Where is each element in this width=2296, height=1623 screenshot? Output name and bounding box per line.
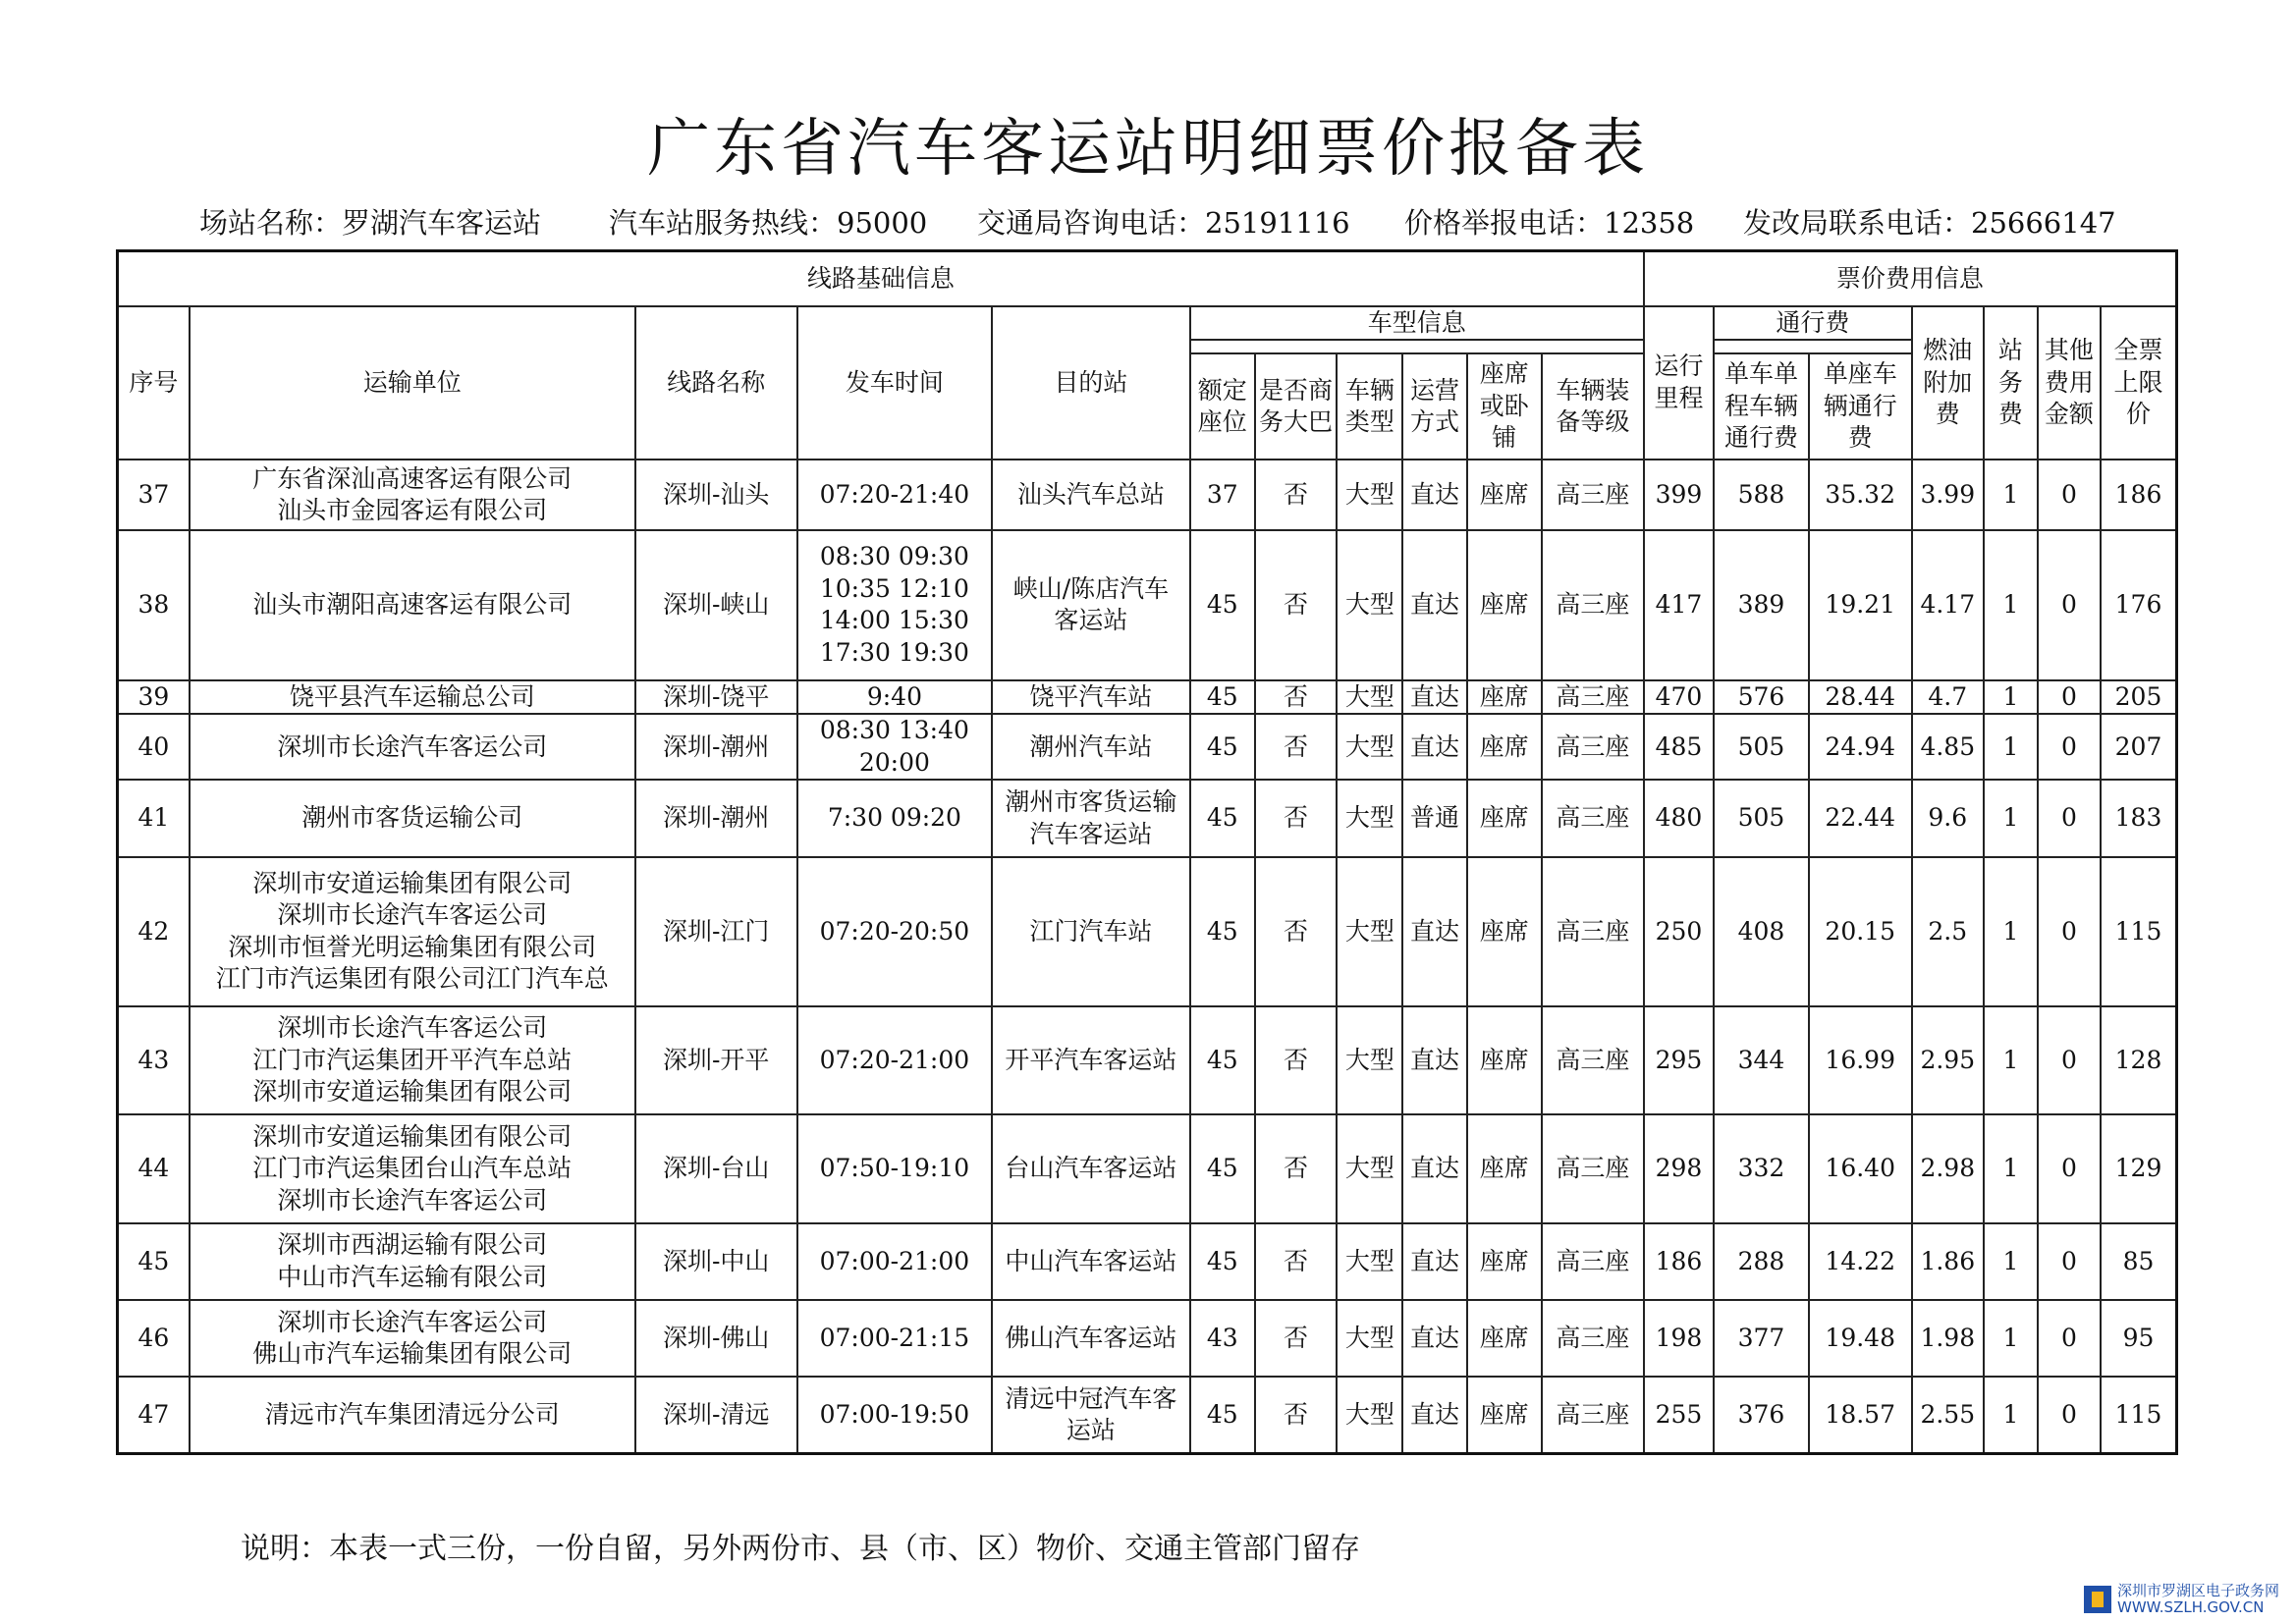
cell-company-line: 汕头市潮阳高速客运有限公司 (252, 590, 573, 620)
cell-route: 深圳-饶平 (635, 680, 797, 715)
table-row (118, 1300, 2177, 1377)
cell-vtype: 大型 (1337, 1114, 1402, 1222)
cell-depart-times-line: 07:20-20:50 (819, 916, 970, 946)
cell-mileage: 470 (1644, 680, 1714, 715)
cell-mode: 直达 (1402, 460, 1466, 530)
header-seat-type: 座席或卧铺 (1467, 353, 1542, 460)
cell-other: 0 (2038, 857, 2101, 1006)
cell-route: 深圳-佛山 (635, 1300, 797, 1377)
cell-mode: 直达 (1402, 714, 1466, 780)
meta-transport-phone: 交通局咨询电话：25191116 (977, 206, 1350, 240)
cell-dest-line: 饶平汽车站 (1029, 681, 1153, 711)
cell-route: 深圳-清远 (635, 1377, 797, 1453)
cell-business: 否 (1255, 780, 1337, 856)
cell-fuel: 4.17 (1912, 530, 1984, 679)
cell-route: 深圳-潮州 (635, 714, 797, 780)
cell-mode: 普通 (1402, 780, 1466, 856)
header-depart: 发车时间 (797, 306, 992, 460)
cell-depart-times (797, 530, 992, 679)
cell-max-price: 176 (2101, 530, 2177, 679)
cell-toll-seat: 24.94 (1809, 714, 1912, 780)
cell-dest-line: 汽车客运站 (1029, 819, 1153, 848)
cell-fuel: 4.7 (1912, 680, 1984, 715)
cell-depart-times-line: 07:00-21:15 (819, 1323, 970, 1352)
cell-toll-seat: 35.32 (1809, 460, 1912, 530)
meta-hotline: 汽车站服务热线：95000 (609, 206, 928, 240)
header-max-price: 全票上限价 (2101, 306, 2177, 460)
table-row (118, 714, 2177, 780)
cell-business: 否 (1255, 680, 1337, 715)
cell-mileage: 480 (1644, 780, 1714, 856)
cell-max-price: 128 (2101, 1006, 2177, 1114)
cell-toll-seat: 20.15 (1809, 857, 1912, 1006)
table-row (118, 1377, 2177, 1453)
cell-depart-times-line: 08:30 13:40 (819, 716, 969, 745)
header-toll-seat: 单座车辆通行费 (1809, 353, 1912, 460)
cell-mileage: 399 (1644, 460, 1714, 530)
cell-seats: 45 (1190, 780, 1255, 856)
cell-dest (992, 1006, 1190, 1114)
cell-mileage: 295 (1644, 1006, 1714, 1114)
table-row (118, 530, 2177, 679)
cell-company (190, 1377, 635, 1453)
cell-seats: 45 (1190, 714, 1255, 780)
cell-other: 0 (2038, 1006, 2101, 1114)
cell-dest (992, 680, 1190, 715)
cell-mileage: 485 (1644, 714, 1714, 780)
cell-vtype: 大型 (1337, 857, 1402, 1006)
cell-depart-times-line: 07:00-19:50 (819, 1399, 970, 1429)
cell-depart-times (797, 714, 992, 780)
cell-business: 否 (1255, 1006, 1337, 1114)
cell-company-line: 潮州市客货运输公司 (301, 803, 523, 833)
cell-other: 0 (2038, 1223, 2101, 1300)
cell-grade: 高三座 (1542, 530, 1644, 679)
cell-mileage: 298 (1644, 1114, 1714, 1222)
cell-vtype: 大型 (1337, 530, 1402, 679)
cell-seq: 38 (118, 530, 190, 679)
cell-max-price: 115 (2101, 857, 2177, 1006)
cell-seat-type: 座席 (1467, 1223, 1542, 1300)
cell-company-line: 深圳市长途汽车客运公司 (277, 1013, 548, 1043)
cell-mode: 直达 (1402, 1006, 1466, 1114)
cell-dest-line: 潮州市客货运输 (1005, 787, 1177, 817)
header-vtype: 车辆类型 (1337, 353, 1402, 460)
cell-toll-seat: 16.99 (1809, 1006, 1912, 1114)
meta-price-report-phone: 价格举报电话：12358 (1404, 206, 1695, 240)
cell-business: 否 (1255, 1223, 1337, 1300)
cell-business: 否 (1255, 530, 1337, 679)
cell-mileage: 250 (1644, 857, 1714, 1006)
header-business: 是否商务大巴 (1255, 353, 1337, 460)
cell-company-line: 广东省深汕高速客运有限公司 (252, 463, 573, 493)
header-other: 其他费用金额 (2038, 306, 2101, 460)
cell-seq: 45 (118, 1223, 190, 1300)
cell-route: 深圳-潮州 (635, 780, 797, 856)
cell-other: 0 (2038, 1114, 2101, 1222)
cell-company-line: 深圳市恒誉光明运输集团有限公司 (228, 932, 597, 961)
cell-depart-times-line: 10:35 12:10 (819, 573, 969, 603)
cell-business: 否 (1255, 1300, 1337, 1377)
cell-toll-seat: 19.21 (1809, 530, 1912, 679)
cell-depart-times-line: 17:30 19:30 (819, 637, 969, 667)
cell-other: 0 (2038, 780, 2101, 856)
cell-depart-times-line: 20:00 (858, 747, 930, 777)
cell-vtype: 大型 (1337, 1223, 1402, 1300)
cell-fuel: 9.6 (1912, 780, 1984, 856)
cell-seq: 39 (118, 680, 190, 715)
cell-seats: 43 (1190, 1300, 1255, 1377)
cell-station-fee: 1 (1984, 714, 2038, 780)
cell-toll-vehicle: 576 (1714, 680, 1809, 715)
header-seats: 额定座位 (1190, 353, 1255, 460)
cell-max-price: 205 (2101, 680, 2177, 715)
header-toll: 通行费 (1714, 306, 1912, 341)
cell-toll-vehicle: 288 (1714, 1223, 1809, 1300)
header-grade: 车辆装备等级 (1542, 353, 1644, 460)
cell-other: 0 (2038, 460, 2101, 530)
cell-seat-type: 座席 (1467, 460, 1542, 530)
cell-business: 否 (1255, 460, 1337, 530)
cell-toll-seat: 22.44 (1809, 780, 1912, 856)
cell-seat-type: 座席 (1467, 857, 1542, 1006)
cell-seats: 45 (1190, 857, 1255, 1006)
logo-icon (2084, 1586, 2111, 1613)
cell-depart-times-line: 07:20-21:40 (819, 479, 970, 509)
header-station-fee: 站务费 (1984, 306, 2038, 460)
cell-dest-line: 运站 (1066, 1416, 1116, 1445)
cell-toll-vehicle: 377 (1714, 1300, 1809, 1377)
cell-dest (992, 1114, 1190, 1222)
cell-seq: 40 (118, 714, 190, 780)
cell-company-line: 江门市汽运集团有限公司江门汽车总 (215, 964, 609, 994)
header-mode: 运营方式 (1402, 353, 1466, 460)
table-header (118, 251, 2177, 460)
cell-company (190, 1114, 635, 1222)
cell-route: 深圳-台山 (635, 1114, 797, 1222)
cell-route: 深圳-江门 (635, 857, 797, 1006)
cell-other: 0 (2038, 1377, 2101, 1453)
cell-vtype: 大型 (1337, 1377, 1402, 1453)
cell-company-line: 深圳市安道运输集团有限公司 (252, 1077, 573, 1107)
cell-dest-line: 潮州汽车站 (1029, 731, 1153, 761)
cell-dest (992, 1223, 1190, 1300)
cell-station-fee: 1 (1984, 530, 2038, 679)
cell-seq: 44 (118, 1114, 190, 1222)
cell-vtype: 大型 (1337, 780, 1402, 856)
cell-depart-times-line: 07:50-19:10 (819, 1154, 970, 1183)
cell-depart-times (797, 780, 992, 856)
cell-grade: 高三座 (1542, 714, 1644, 780)
watermark-text-url: WWW.SZLH.GOV.CN (2117, 1597, 2265, 1616)
watermark-text-cn: 深圳市罗湖区电子政务网 (2117, 1582, 2280, 1599)
cell-grade: 高三座 (1542, 1300, 1644, 1377)
header-route: 线路名称 (635, 306, 797, 460)
header-vehicle-info: 车型信息 (1190, 306, 1644, 341)
cell-dest-line: 台山汽车客运站 (1005, 1154, 1177, 1183)
cell-vtype: 大型 (1337, 1300, 1402, 1377)
header-dest: 目的站 (992, 306, 1190, 460)
cell-dest (992, 460, 1190, 530)
cell-max-price: 183 (2101, 780, 2177, 856)
cell-station-fee: 1 (1984, 460, 2038, 530)
cell-seats: 37 (1190, 460, 1255, 530)
cell-station-fee: 1 (1984, 680, 2038, 715)
cell-fuel: 4.85 (1912, 714, 1984, 780)
cell-mode: 直达 (1402, 1223, 1466, 1300)
meta-ndrc-phone: 发改局联系电话：25666147 (1743, 206, 2116, 240)
cell-vtype: 大型 (1337, 680, 1402, 715)
cell-company (190, 530, 635, 679)
cell-depart-times-line: 07:20-21:00 (819, 1045, 970, 1074)
header-fare-info: 票价费用信息 (1644, 251, 2177, 306)
cell-fuel: 1.98 (1912, 1300, 1984, 1377)
cell-dest (992, 714, 1190, 780)
cell-dest-line: 佛山汽车客运站 (1005, 1323, 1177, 1352)
cell-toll-seat: 28.44 (1809, 680, 1912, 715)
cell-route: 深圳-开平 (635, 1006, 797, 1114)
cell-route: 深圳-峡山 (635, 530, 797, 679)
table-row (118, 680, 2177, 715)
cell-dest-line: 清远中冠汽车客 (1005, 1383, 1177, 1413)
cell-company-line: 江门市汽运集团台山汽车总站 (252, 1154, 573, 1183)
cell-toll-vehicle: 332 (1714, 1114, 1809, 1222)
cell-vtype: 大型 (1337, 460, 1402, 530)
cell-grade: 高三座 (1542, 1006, 1644, 1114)
cell-dest-line: 汕头汽车总站 (1016, 479, 1165, 509)
cell-mileage: 186 (1644, 1223, 1714, 1300)
header-seq: 序号 (118, 306, 190, 460)
cell-depart-times-line: 07:00-21:00 (819, 1246, 970, 1275)
cell-company (190, 1223, 635, 1300)
page-title: 广东省汽车客运站明细票价报备表 (647, 113, 1649, 186)
cell-other: 0 (2038, 530, 2101, 679)
cell-company-line: 深圳市长途汽车客运公司 (277, 731, 548, 761)
cell-toll-vehicle: 588 (1714, 460, 1809, 530)
cell-dest (992, 1377, 1190, 1453)
cell-station-fee: 1 (1984, 1114, 2038, 1222)
fare-table (116, 249, 2178, 1455)
cell-toll-seat: 14.22 (1809, 1223, 1912, 1300)
header-company: 运输单位 (190, 306, 635, 460)
cell-business: 否 (1255, 857, 1337, 1006)
cell-toll-vehicle: 408 (1714, 857, 1809, 1006)
table-row (118, 1223, 2177, 1300)
cell-business: 否 (1255, 714, 1337, 780)
cell-toll-seat: 18.57 (1809, 1377, 1912, 1453)
table-row (118, 1114, 2177, 1222)
cell-grade: 高三座 (1542, 780, 1644, 856)
cell-toll-vehicle: 376 (1714, 1377, 1809, 1453)
cell-seats: 45 (1190, 1114, 1255, 1222)
cell-dest (992, 530, 1190, 679)
cell-depart-times (797, 1223, 992, 1300)
cell-toll-seat: 19.48 (1809, 1300, 1912, 1377)
cell-seats: 45 (1190, 1223, 1255, 1300)
cell-station-fee: 1 (1984, 780, 2038, 856)
cell-company (190, 857, 635, 1006)
cell-seat-type: 座席 (1467, 780, 1542, 856)
cell-company (190, 780, 635, 856)
watermark-logo (2084, 1583, 2279, 1615)
cell-seat-type: 座席 (1467, 714, 1542, 780)
cell-company (190, 1006, 635, 1114)
cell-seq: 41 (118, 780, 190, 856)
cell-grade: 高三座 (1542, 460, 1644, 530)
cell-seats: 45 (1190, 530, 1255, 679)
cell-max-price: 115 (2101, 1377, 2177, 1453)
cell-dest (992, 857, 1190, 1006)
table-row (118, 780, 2177, 856)
cell-company (190, 460, 635, 530)
cell-max-price: 186 (2101, 460, 2177, 530)
cell-seat-type: 座席 (1467, 1377, 1542, 1453)
cell-station-fee: 1 (1984, 1006, 2038, 1114)
cell-mode: 直达 (1402, 1300, 1466, 1377)
cell-fuel: 3.99 (1912, 460, 1984, 530)
cell-dest-line: 开平汽车客运站 (1005, 1045, 1177, 1074)
cell-station-fee: 1 (1984, 1223, 2038, 1300)
cell-seats: 45 (1190, 680, 1255, 715)
cell-seat-type: 座席 (1467, 530, 1542, 679)
cell-depart-times-line: 08:30 09:30 (819, 542, 969, 571)
cell-max-price: 129 (2101, 1114, 2177, 1222)
footnote: 说明：本表一式三份，一份自留，另外两份市、县（市、区）物价、交通主管部门留存 (241, 1532, 1360, 1566)
table-row (118, 857, 2177, 1006)
cell-mode: 直达 (1402, 530, 1466, 679)
cell-toll-seat: 16.40 (1809, 1114, 1912, 1222)
cell-seats: 45 (1190, 1377, 1255, 1453)
cell-company-line: 清远市汽车集团清远分公司 (264, 1399, 560, 1429)
cell-company-line: 江门市汽运集团开平汽车总站 (252, 1045, 573, 1074)
cell-company-line: 佛山市汽车运输集团有限公司 (252, 1339, 573, 1369)
cell-dest-line: 中山汽车客运站 (1005, 1246, 1177, 1275)
cell-toll-vehicle: 505 (1714, 780, 1809, 856)
cell-grade: 高三座 (1542, 680, 1644, 715)
cell-company-line: 中山市汽车运输有限公司 (277, 1262, 548, 1291)
cell-business: 否 (1255, 1377, 1337, 1453)
header-toll-vehicle: 单车单程车辆通行费 (1714, 353, 1809, 460)
table-row (118, 1006, 2177, 1114)
cell-grade: 高三座 (1542, 857, 1644, 1006)
cell-fuel: 2.5 (1912, 857, 1984, 1006)
cell-seq: 46 (118, 1300, 190, 1377)
cell-mode: 直达 (1402, 1114, 1466, 1222)
cell-seat-type: 座席 (1467, 1006, 1542, 1114)
cell-seq: 47 (118, 1377, 190, 1453)
cell-mode: 直达 (1402, 1377, 1466, 1453)
table-row (118, 460, 2177, 530)
cell-dest (992, 1300, 1190, 1377)
cell-vtype: 大型 (1337, 1006, 1402, 1114)
cell-company (190, 1300, 635, 1377)
cell-station-fee: 1 (1984, 1377, 2038, 1453)
cell-other: 0 (2038, 714, 2101, 780)
cell-max-price: 95 (2101, 1300, 2177, 1377)
table-body (118, 460, 2177, 1454)
cell-seat-type: 座席 (1467, 1114, 1542, 1222)
cell-mode: 直达 (1402, 680, 1466, 715)
cell-depart-times (797, 1006, 992, 1114)
cell-route: 深圳-中山 (635, 1223, 797, 1300)
cell-company-line: 深圳市安道运输集团有限公司 (252, 1121, 573, 1151)
cell-fuel: 2.95 (1912, 1006, 1984, 1114)
cell-max-price: 85 (2101, 1223, 2177, 1300)
cell-depart-times-line: 9:40 (866, 681, 922, 711)
cell-other: 0 (2038, 1300, 2101, 1377)
cell-depart-times (797, 1377, 992, 1453)
cell-seq: 42 (118, 857, 190, 1006)
cell-seat-type: 座席 (1467, 680, 1542, 715)
header-line-info: 线路基础信息 (118, 251, 1644, 306)
cell-company (190, 714, 635, 780)
cell-company (190, 680, 635, 715)
cell-max-price: 207 (2101, 714, 2177, 780)
cell-grade: 高三座 (1542, 1377, 1644, 1453)
cell-company-line: 深圳市长途汽车客运公司 (277, 900, 548, 930)
cell-other: 0 (2038, 680, 2101, 715)
cell-seats: 45 (1190, 1006, 1255, 1114)
cell-grade: 高三座 (1542, 1114, 1644, 1222)
meta-station: 场站名称：罗湖汽车客运站 (199, 206, 542, 240)
cell-company-line: 汕头市金园客运有限公司 (277, 496, 548, 525)
cell-route: 深圳-汕头 (635, 460, 797, 530)
cell-seat-type: 座席 (1467, 1300, 1542, 1377)
cell-mileage: 198 (1644, 1300, 1714, 1377)
cell-dest-line: 峡山/陈店汽车 (1012, 573, 1170, 603)
cell-seq: 43 (118, 1006, 190, 1114)
header-mileage: 运行里程 (1644, 306, 1714, 460)
cell-grade: 高三座 (1542, 1223, 1644, 1300)
cell-depart-times-line: 14:00 15:30 (819, 606, 969, 635)
cell-company-line: 饶平县汽车运输总公司 (289, 681, 535, 711)
header-fuel: 燃油附加费 (1912, 306, 1984, 460)
cell-mileage: 417 (1644, 530, 1714, 679)
cell-station-fee: 1 (1984, 1300, 2038, 1377)
cell-depart-times (797, 1300, 992, 1377)
cell-depart-times (797, 680, 992, 715)
cell-vtype: 大型 (1337, 714, 1402, 780)
cell-toll-vehicle: 505 (1714, 714, 1809, 780)
cell-fuel: 2.98 (1912, 1114, 1984, 1222)
cell-dest-line: 客运站 (1054, 606, 1128, 635)
cell-company-line: 深圳市安道运输集团有限公司 (252, 868, 573, 897)
cell-mode: 直达 (1402, 857, 1466, 1006)
cell-dest (992, 780, 1190, 856)
cell-mileage: 255 (1644, 1377, 1714, 1453)
cell-depart-times-line: 7:30 09:20 (827, 803, 961, 833)
cell-company-line: 深圳市长途汽车客运公司 (277, 1307, 548, 1336)
cell-fuel: 1.86 (1912, 1223, 1984, 1300)
cell-dest-line: 江门汽车站 (1029, 916, 1153, 946)
cell-seq: 37 (118, 460, 190, 530)
cell-depart-times (797, 857, 992, 1006)
cell-depart-times (797, 1114, 992, 1222)
cell-company-line: 深圳市西湖运输有限公司 (277, 1230, 548, 1260)
cell-business: 否 (1255, 1114, 1337, 1222)
cell-fuel: 2.55 (1912, 1377, 1984, 1453)
cell-company-line: 深圳市长途汽车客运公司 (277, 1185, 548, 1215)
cell-station-fee: 1 (1984, 857, 2038, 1006)
cell-toll-vehicle: 344 (1714, 1006, 1809, 1114)
cell-depart-times (797, 460, 992, 530)
cell-toll-vehicle: 389 (1714, 530, 1809, 679)
